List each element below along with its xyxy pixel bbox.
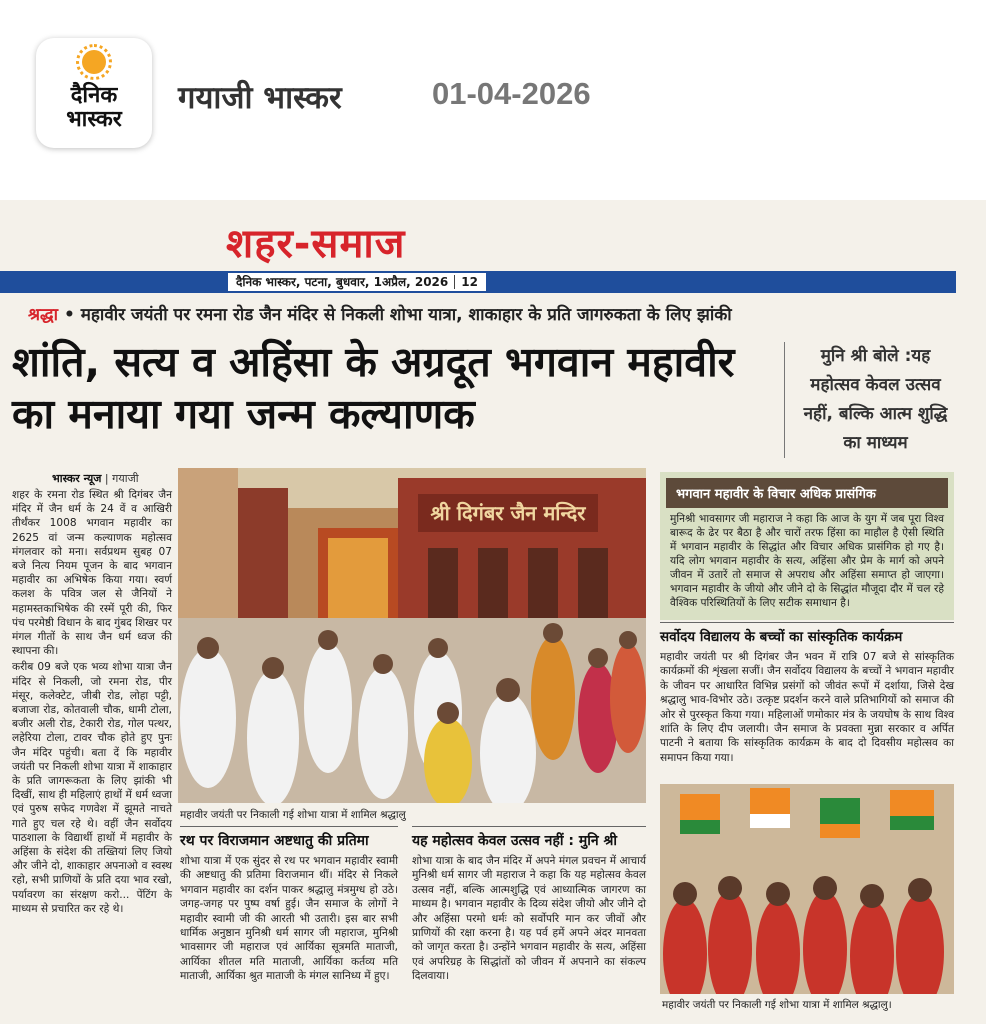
highlight-box-heading: भगवान महावीर के विचार अधिक प्रासंगिक [666, 478, 948, 508]
main-photo-caption: महावीर जयंती पर निकाली गई शोभा यात्रा में शामिल श्रद्धालु [180, 809, 406, 821]
edition-date: 01-04-2026 [432, 76, 591, 111]
byline-city: गयाजी [112, 472, 139, 485]
right-photo[interactable] [660, 784, 954, 994]
sun-icon [82, 50, 106, 74]
edition-name: गयाजी भास्कर [178, 80, 342, 116]
kicker [28, 302, 948, 325]
left-column [12, 488, 172, 918]
story2-heading: रथ पर विराजमान अष्टधातु की प्रतिमा [180, 826, 398, 850]
right-photo-caption: महावीर जयंती पर निकाली गई शोभा यात्रा में शामिल श्रद्धालु। [662, 999, 892, 1011]
byline-source: भास्कर न्यूज [52, 472, 102, 485]
headline: शांति, सत्य व अहिंसा के अग्रदूत भगवान महावीर का मनाया गया जन्म कल्याणक [12, 338, 735, 438]
side-quote: मुनि श्री बोले :यह महोत्सव केवल उत्सव नहीं, बल्कि आत्म शुद्धि का माध्यम [784, 342, 954, 458]
temple-sign: श्री दिगंबर जैन मन्दिर [430, 501, 586, 525]
logo-line1: दैनिक [70, 83, 118, 108]
story2-body: शोभा यात्रा में एक सुंदर से रथ पर भगवान महावीर स्वामी की अष्टधातु की प्रतिमा विराजमान थीं। मंदिर से निकले भगवान महावीर का दर्शन पाकर श्रद्धालु मंत्रमुग्ध हो उठे। जगह-जगह पर पुष्प वर्षा हुई। जैन समाज के लोगों ने महावीर स्वामी जी की आरती भी उतारी। इस बार सभी धार्मिक अनुष्ठान मुनिश्री धर्म सागर जी महाराज, मुनिश्री भावसागर जी महाराज एवं आर्यिका सूत्रमति माताजी, आर्यिका शीतल मति माताजी, आर्यिका कर्तव्य मति माताजी, आर्यिका श्रुत माताजी के मंगल सानिध्य में हुए। [180, 855, 398, 983]
masthead-info: दैनिक भास्कर, पटना, बुधवार, 1अप्रैल, 2026 [236, 275, 449, 289]
highlight-box [660, 472, 954, 620]
left-paragraph-2: करीब 09 बजे एक भव्य शोभा यात्रा जैन मंदिर से निकली, जो रमना रोड, पीर मंसूर, कलेक्टेट, जीबी रोड, लोहा पट्टी, बजाजा रोड, कोतवाली चौक, धामी टोला, बजीर अली रोड, टेकारी रोड, गोल पत्थर, लहेरिया टोला, टावर चौक होते हुए पुनः जैन मंदिर पहुंची। बता दें कि महावीर जयंती पर निकली शोभा यात्रा में शाकाहार के प्रति जागरूकता के लिए झांकी भी दिखीं, साथ ही महिलाएं हाथों में धर्म ध्वजा एवं पुरुष सफेद गणवेश में झूमते नाचते गाते हुए चल रहे थे। वहीं जैन सर्वोदय पाठशाला के विद्यार्थी हाथों में महावीर के अहिंसा के संदेश की तख्तियां लिए जियो और जीने दो, शाकाहार अपनाओ व स्वस्थ रहो, सभी प्राणियों के प्रति दया भाव रखो, पर्यावरण का संरक्षण करो... पेंटिंग के माध्यम से प्रचारित कर रहे थे। [12, 661, 172, 915]
procession-photo-illustration [178, 468, 646, 803]
logo-line2: भास्कर [66, 107, 122, 132]
main-photo[interactable] [178, 468, 646, 803]
byline: भास्कर न्यूज | गयाजी [52, 472, 139, 485]
story3-heading: यह महोत्सव केवल उत्सव नहीं : मुनि श्री [412, 826, 646, 850]
cultural-program-heading: सर्वोदय विद्यालय के बच्चों का सांस्कृतिक कार्यक्रम [660, 622, 954, 645]
kicker-text: • महावीर जयंती पर रमना रोड जैन मंदिर से निकली शोभा यात्रा, शाकाहार के प्रति जागरुकता के लिए झांकी [58, 305, 732, 325]
kicker-tag: श्रद्धा [28, 305, 59, 325]
women-procession-photo-illustration [660, 784, 954, 994]
dainik-bhaskar-logo[interactable] [36, 38, 152, 148]
newspaper-page[interactable] [0, 200, 986, 1024]
highlight-box-body: मुनिश्री भावसागर जी महाराज ने कहा कि आज के युग में जब पूरा विश्व बारूद के ढेर पर बैठा है और चारों तरफ हिंसा का माहौल है ऐसी स्थिति में भगवान महावीर के सिद्धांत और विचार अधिक प्रासंगिक हो गए है। यदि लोग भगवान महावीर के सत्य, अहिंसा और प्रेम के मार्ग को अपने जीवन में उतारें तो समाज से अपराध और अहिंसा समाप्त हो जाएगा। भगवान महावीर के जीयो और जीने दो के सिद्धांत मौजूदा दौर में चल रहे वैश्विक परिस्थितियों के लिए सटीक समाधान है। [670, 513, 944, 609]
app-header [0, 0, 986, 190]
story3-body: शोभा यात्रा के बाद जैन मंदिर में अपने मंगल प्रवचन में आचार्य मुनिश्री धर्म सागर जी महाराज ने कहा कि यह महोत्सव केवल उत्सव नहीं, बल्कि आत्मशुद्धि एवं आध्यात्मिक जागरण का माध्यम है। भगवान महावीर के दिव्य संदेश जीयो और जीने दो और अहिंसा परमो धर्मः को सर्वोपरि मान कर जीवों और प्राणियों की रक्षा करना है। यह पर्व हमें अपने अंदर मानवता को जागृत करता है। उन्होंने भगवान महावीर के सत्य, अहिंसा एवं अपरिग्रह के सिद्धांतों को जीवन में अपनाने का संकल्प दिलवाया। [412, 855, 646, 983]
left-paragraph-1: शहर के रमना रोड स्थित श्री दिगंबर जैन मंदिर में जैन धर्म के 24 वें व आखिरी तीर्थंकर 1008 भगवान महावीर का 2625 वां जन्म कल्याणक महोत्सव मंगलवार को मना। सर्वप्रथम सुबह 07 बजे नित्य नियम पूजन के बाद भगवान महावीर का अभिषेक किया गया। स्वर्ण कलश के पवित्र जल से जैनियों ने महामस्तकाभिषेक की रस्में पूरी की, फिर पंच परमेष्ठी विधान के बाद गुंबद शिखर पर मंगल गीतों के साथ जैन धर्म ध्वज की स्थापना की। [12, 489, 172, 658]
section-title: शहर-समाज [226, 221, 406, 267]
cultural-program-body: महावीर जयंती पर श्री दिगंबर जैन भवन में रात्रि 07 बजे से सांस्कृतिक कार्यक्रमों की शृंखला सजीं। जैन सर्वोदय विद्यालय के बच्चों ने भगवान महावीर के जीवन पर आधारित विभिन्न प्रसंगों को जीवंत रूपों में दर्शाया, जिसे देख श्रद्धालु भाव-विभोर उठे। उत्कृष्ट प्रदर्शन करने वाले प्रतिभागियों को समाज की ओर से पुरस्कृत किया गया। महिलाओं णमोकार मंत्र के जयघोष के साथ विश्व शांति के लिए दीप जलायी। जैन समाज के प्रवक्ता मुन्ना सरकार व अर्पित पाटनी ने बताया कि सांस्कृतिक कार्यक्रम के बाद दो दिवसीय महोत्सव का समापन किया गया। [660, 651, 954, 764]
masthead [228, 273, 486, 291]
page-number: 12 [454, 275, 478, 289]
